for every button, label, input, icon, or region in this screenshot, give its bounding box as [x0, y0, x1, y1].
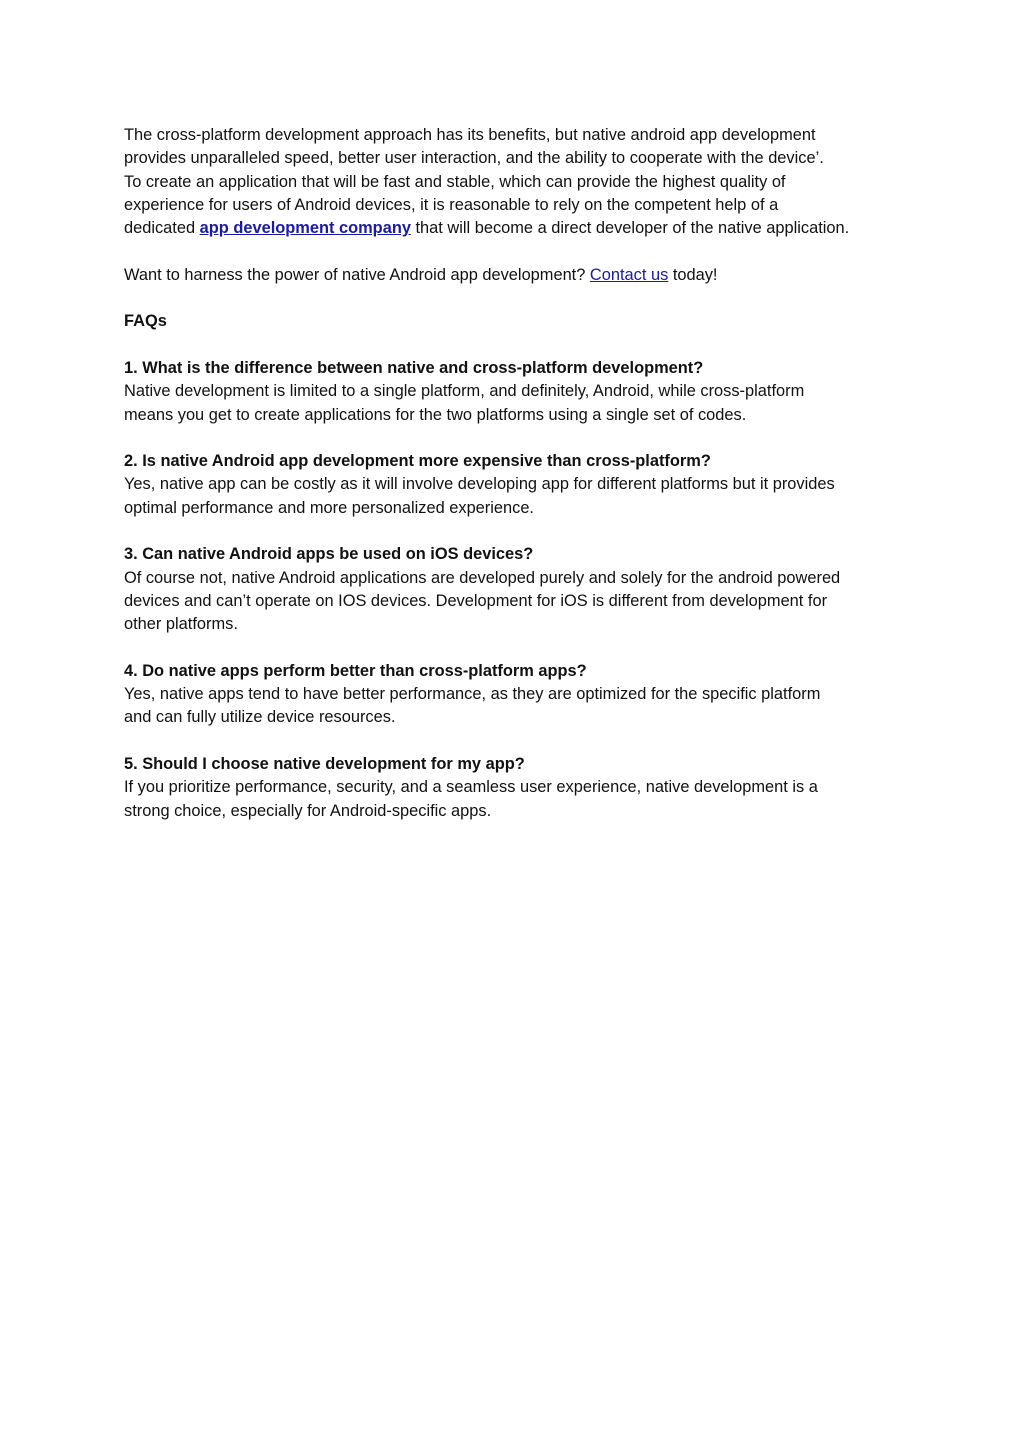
faq-question: 3. Can native Android apps be used on iOS devices?: [124, 545, 534, 564]
faq-question: 5. Should I choose native development for my app?: [124, 755, 525, 774]
faq-item: [124, 543, 904, 636]
contact-us-link[interactable]: Contact us: [589, 265, 669, 284]
faq-answer-line: optimal performance and more personalized experience.: [124, 498, 534, 517]
cta-text: Want to harness the power of native Android app development?: [124, 265, 590, 284]
faq-answer-line: means you get to create applications for the two platforms using a single set of codes.: [124, 405, 747, 424]
faq-item: [124, 660, 904, 730]
cta-paragraph: [124, 264, 904, 287]
intro-text: that will become a direct developer of the native application.: [410, 219, 850, 238]
faqs-heading: FAQs: [124, 312, 167, 331]
intro-paragraph: [124, 124, 904, 240]
faq-answer-line: Yes, native app can be costly as it will involve developing app for different platforms but it provides: [124, 475, 835, 494]
faq-list: [124, 357, 904, 823]
intro-line: provides unparalleled speed, better user interaction, and the ability to cooperate with the device’.: [124, 149, 824, 168]
faq-answer-line: If you prioritize performance, security, and a seamless user experience, native development is a: [124, 778, 818, 797]
faq-answer-line: Native development is limited to a single platform, and definitely, Android, while cross-platform: [124, 382, 805, 401]
faq-answer-line: and can fully utilize device resources.: [124, 708, 396, 727]
faq-item: [124, 753, 904, 823]
intro-line: experience for users of Android devices, it is reasonable to rely on the competent help of a: [124, 195, 779, 214]
intro-line: The cross-platform development approach has its benefits, but native android app development: [124, 126, 816, 144]
faq-item: [124, 357, 904, 427]
faq-question: 2. Is native Android app development more expensive than cross-platform?: [124, 452, 711, 471]
faq-answer-line: devices and can’t operate on IOS devices. Development for iOS is different from development for: [124, 591, 828, 610]
app-development-company-link[interactable]: app development company: [199, 219, 411, 238]
faq-question: 1. What is the difference between native and cross-platform development?: [124, 358, 704, 377]
faq-item: [124, 450, 904, 520]
cta-line: [124, 264, 904, 287]
document-page: [124, 124, 904, 846]
faq-answer-line: Of course not, native Android applications are developed purely and solely for the android powered: [124, 568, 841, 587]
faq-answer-line: Yes, native apps tend to have better performance, as they are optimized for the specific platform: [124, 685, 821, 704]
intro-line: To create an application that will be fast and stable, which can provide the highest quality of: [124, 172, 786, 191]
intro-line: [124, 217, 904, 240]
cta-text: today!: [668, 265, 718, 284]
faq-answer-line: strong choice, especially for Android-specific apps.: [124, 801, 492, 820]
intro-text: dedicated: [124, 219, 200, 238]
faq-answer-line: other platforms.: [124, 615, 238, 634]
faq-question: 4. Do native apps perform better than cross-platform apps?: [124, 661, 587, 680]
